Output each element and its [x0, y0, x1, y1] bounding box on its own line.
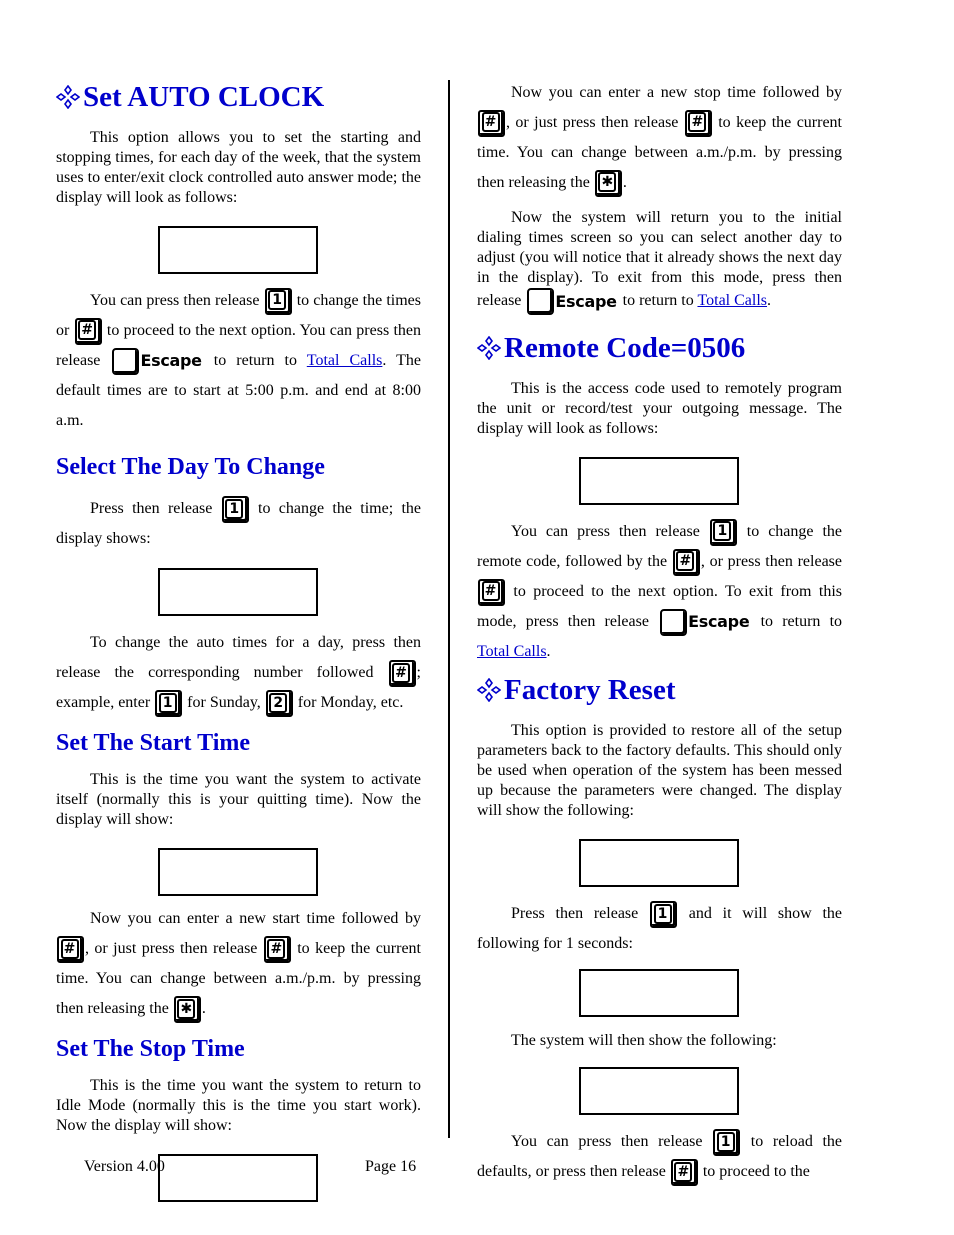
paragraph: This is the access code used to remotely program the unit or record/test your outgoing message. The display will look as follows: — [477, 380, 842, 437]
paragraph: Press then release 1 and it will show the following for 1 seconds: — [477, 899, 842, 959]
key-1-icon: 1 — [222, 496, 249, 523]
paragraph: This is the time you want the system to return to Idle Mode (normally this is the time you start work). Now the display will show: — [56, 1077, 421, 1135]
escape-key-icon: Escape — [660, 607, 749, 637]
lcd-display — [158, 1154, 318, 1202]
key-star-icon: ✱ — [174, 996, 201, 1023]
heading-set-auto-clock: Set AUTO CLOCK — [56, 80, 421, 114]
right-column — [477, 78, 842, 1187]
four-diamond-bullet-icon — [477, 336, 501, 360]
lcd-display — [158, 226, 318, 274]
key-1-icon: 1 — [710, 519, 737, 546]
total-calls-link[interactable]: Total Calls — [477, 643, 547, 661]
paragraph: To change the auto times for a day, press then release the corresponding number followed # ; example, enter 1 for Sunday, 2 for Monday, etc. — [56, 628, 421, 718]
heading-factory-reset: Factory Reset — [477, 673, 842, 707]
key-hash-icon: # — [75, 318, 102, 345]
key-1-icon: 1 — [265, 288, 292, 315]
paragraph: This is the time you want the system to activate itself (normally this is your quitting time). Now the display will show: — [56, 771, 421, 829]
key-hash-icon: # — [478, 579, 505, 606]
key-hash-icon: # — [671, 1159, 698, 1186]
paragraph: You can press then release 1 to change the remote code, followed by the # , or press then release # to proceed to the next option. To exit from this mode, press then release Escape to return to Total Calls. — [477, 517, 842, 667]
paragraph: You can press then release 1 to change the times or # to proceed to the next option. You can press then release Escape to return to Total Calls. The default times are to start at 5:00 p.m. and end at 8:00 a.m. — [56, 286, 421, 436]
lcd-display — [158, 568, 318, 616]
paragraph: The system will then show the following: — [511, 1032, 777, 1050]
column-divider — [448, 80, 450, 1138]
key-2-icon: 2 — [266, 690, 293, 717]
heading-set-start-time: Set The Start Time — [56, 730, 251, 757]
total-calls-link[interactable]: Total Calls — [697, 292, 768, 310]
left-column — [56, 78, 421, 1202]
key-hash-icon: # — [389, 660, 416, 687]
paragraph: You can press then release 1 to reload the defaults, or press then release # to proceed to the — [477, 1127, 842, 1187]
key-hash-icon: # — [264, 936, 291, 963]
escape-key-icon: Escape — [527, 288, 616, 315]
key-1-icon: 1 — [650, 901, 677, 928]
paragraph: Now you can enter a new start time followed by # , or just press then release # to keep the current time. You can change between a.m./p.m. by pressing then releasing the ✱ . — [56, 904, 421, 1024]
key-hash-icon: # — [685, 110, 712, 137]
heading-remote-code: Remote Code=0506 — [477, 331, 842, 365]
lcd-display — [579, 457, 739, 505]
escape-key-icon: Escape — [112, 346, 201, 376]
key-hash-icon: # — [57, 936, 84, 963]
key-hash-icon: # — [478, 110, 505, 137]
paragraph: Press then release 1 to change the time; the display shows: — [56, 494, 421, 554]
total-calls-link[interactable]: Total Calls — [306, 352, 383, 369]
four-diamond-bullet-icon — [56, 85, 80, 109]
lcd-display — [579, 1067, 739, 1115]
lcd-display — [579, 839, 739, 887]
four-diamond-bullet-icon — [477, 678, 501, 702]
lcd-display — [158, 848, 318, 896]
key-star-icon: ✱ — [595, 170, 622, 197]
paragraph: Now you can enter a new stop time followed by # , or just press then release # to keep the current time. You can change between a.m./p.m. by pressing then releasing the ✱ . — [477, 78, 842, 198]
key-hash-icon: # — [673, 549, 700, 576]
footer-page-number: Page 16 — [365, 1158, 417, 1175]
footer-version: Version 4.00 — [84, 1158, 165, 1175]
paragraph: This option is provided to restore all of the setup parameters back to the factory defaults. This should only be used when operation of the system has been messed up because the parameters were changed. The display will show the following: — [477, 722, 842, 820]
key-1-icon: 1 — [713, 1129, 740, 1156]
heading-set-stop-time: Set The Stop Time — [56, 1036, 245, 1063]
heading-select-day: Select The Day To Change — [56, 454, 325, 481]
key-1-icon: 1 — [155, 690, 182, 717]
paragraph: This option allows you to set the starting and stopping times, for each day of the week, that the system uses to enter/exit clock controlled auto answer mode; the display will look as follows: — [56, 129, 421, 206]
paragraph: Now the system will return you to the initial dialing times screen so you can select another day to adjust (you will notice that it already shows the next day in the display). To exit from this mode, press then release Escape to return to Total Calls. — [477, 208, 842, 315]
lcd-display — [579, 969, 739, 1017]
